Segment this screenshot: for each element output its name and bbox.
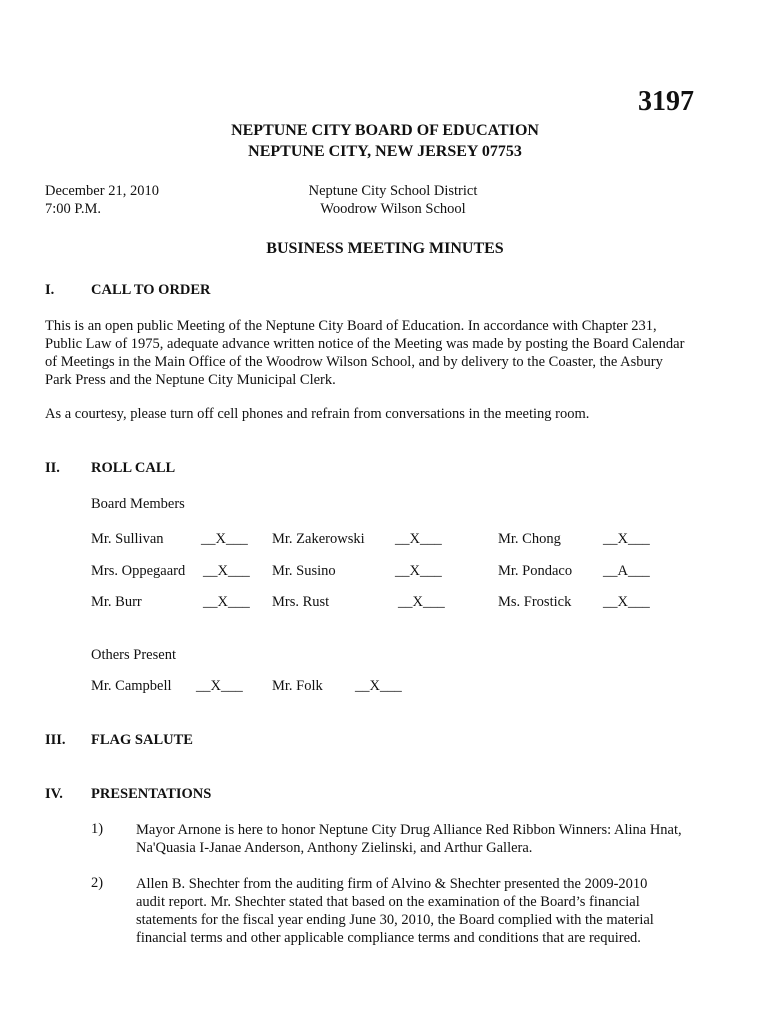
section-heading-call-to-order: CALL TO ORDER: [91, 282, 211, 298]
courtesy-notice: As a courtesy, please turn off cell phones and refrain from conversations in the meeting room.: [45, 406, 590, 422]
section-heading-roll-call: ROLL CALL: [91, 460, 176, 476]
presentation-item-number: 2): [91, 875, 104, 891]
attendance-mark: __X___: [398, 594, 445, 610]
others-present-label: Others Present: [91, 647, 176, 663]
member-name: Mrs. Rust: [272, 594, 330, 610]
meeting-date: December 21, 2010: [45, 183, 159, 199]
member-name: Mr. Susino: [272, 563, 336, 579]
attendance-mark: __X___: [355, 678, 402, 694]
meeting-school: Woodrow Wilson School: [320, 201, 466, 217]
member-name: Mr. Sullivan: [91, 531, 164, 547]
board-members-label: Board Members: [91, 496, 185, 512]
paragraph-line: This is an open public Meeting of the Neptune City Board of Education. In accordance with Chapter 231,: [45, 318, 657, 334]
meeting-time: 7:00 P.M.: [45, 201, 102, 217]
document-title: BUSINESS MEETING MINUTES: [266, 240, 504, 257]
other-name: Mr. Campbell: [91, 678, 172, 694]
other-name: Mr. Folk: [272, 678, 323, 694]
paragraph-line: of Meetings in the Main Office of the Woodrow Wilson School, and by delivery to the Coaster, the Asbury: [45, 354, 663, 370]
paragraph-line: Na'Quasia I-Janae Anderson, Anthony Zielinski, and Arthur Gallera.: [136, 840, 533, 856]
header-city-state: NEPTUNE CITY, NEW JERSEY 07753: [248, 143, 522, 160]
paragraph-line: Public Law of 1975, adequate advance written notice of the Meeting was made by posting the Board Calendar: [45, 336, 685, 352]
member-name: Mr. Chong: [498, 531, 561, 547]
paragraph-line: audit report. Mr. Shechter stated that based on the examination of the Board’s financial: [136, 894, 640, 910]
section-number-roll-call: II.: [45, 460, 60, 476]
attendance-mark: __A___: [603, 563, 650, 579]
member-name: Ms. Frostick: [498, 594, 572, 610]
member-name: Mrs. Oppegaard: [91, 563, 186, 579]
section-number-flag-salute: III.: [45, 732, 66, 748]
member-name: Mr. Zakerowski: [272, 531, 365, 547]
page-number: 3197: [638, 86, 694, 117]
attendance-mark: __X___: [203, 594, 250, 610]
paragraph-line: Mayor Arnone is here to honor Neptune City Drug Alliance Red Ribbon Winners: Alina Hnat,: [136, 822, 682, 838]
attendance-mark: __X___: [196, 678, 243, 694]
paragraph-line: statements for the fiscal year ending June 30, 2010, the Board complied with the material: [136, 912, 654, 928]
member-name: Mr. Burr: [91, 594, 142, 610]
attendance-mark: __X___: [395, 563, 442, 579]
paragraph-line: Park Press and the Neptune City Municipal Clerk.: [45, 372, 336, 388]
section-number-presentations: IV.: [45, 786, 63, 802]
presentation-item-text: [136, 821, 682, 857]
section-heading-flag-salute: FLAG SALUTE: [91, 732, 193, 748]
member-name: Mr. Pondaco: [498, 563, 573, 579]
attendance-mark: __X___: [203, 563, 250, 579]
attendance-mark: __X___: [395, 531, 442, 547]
attendance-mark: __X___: [603, 531, 650, 547]
header-board-name: NEPTUNE CITY BOARD OF EDUCATION: [231, 122, 539, 139]
paragraph-line: financial terms and other applicable compliance terms and conditions that are required.: [136, 930, 641, 946]
section-heading-presentations: PRESENTATIONS: [91, 786, 212, 802]
meeting-district: Neptune City School District: [308, 183, 478, 199]
presentation-item-number: 1): [91, 821, 104, 837]
attendance-mark: __X___: [201, 531, 248, 547]
presentation-item-text: [136, 875, 654, 947]
paragraph-line: Allen B. Shechter from the auditing firm of Alvino & Shechter presented the 2009-2010: [136, 876, 648, 892]
attendance-mark: __X___: [603, 594, 650, 610]
call-to-order-paragraph: [45, 317, 735, 389]
section-number-call-to-order: I.: [45, 282, 55, 298]
